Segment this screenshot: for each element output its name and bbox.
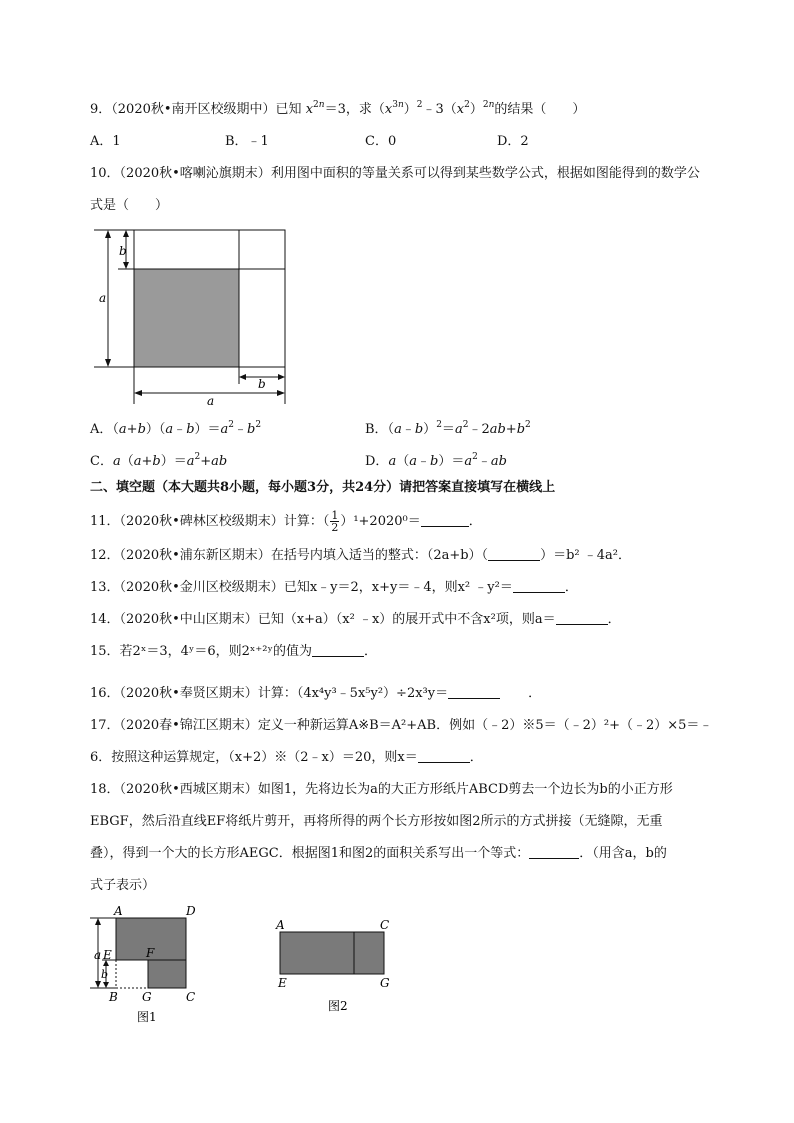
question-17: 17．（2020春•锦江区期末）定义一种新运算A※B＝A²+AB．例如（﹣2）※5＝（﹣2）²+（﹣2）×5＝﹣	[90, 718, 713, 733]
fig1-label-g-point: G	[142, 990, 152, 1004]
q10-label-b-right: b	[258, 377, 266, 391]
question-10-cont: 式是（ ）	[90, 198, 169, 213]
q9-choice-b[interactable]: B．﹣1	[225, 134, 269, 149]
fig1-label-b-point: B	[109, 990, 118, 1004]
q14-answer-blank[interactable]	[556, 611, 608, 625]
q13-answer-blank[interactable]	[513, 579, 565, 593]
question-12: 12．（2020秋•浦东新区期末）在括号内填入适当的整式：（2a+b）（ ）＝b² ﹣4a²．	[90, 548, 631, 563]
question-13: 13．（2020秋•金川区校级期末）已知x﹣y＝2，x+y＝﹣4，则x² ﹣y²＝ ．	[90, 580, 578, 595]
q15-answer-blank[interactable]	[312, 643, 364, 657]
question-18-line4: 式子表示）	[90, 878, 156, 893]
fig2-label-g-point: G	[380, 976, 390, 990]
q17-answer-blank[interactable]	[418, 749, 470, 763]
question-18-line3: 叠），得到一个大的长方形AEGC．根据图1和图2的面积关系写出一个等式： ．（用含a，b的	[90, 846, 667, 861]
q10-choice-c[interactable]: C．$a(a+b)=a^2+ab$	[90, 452, 228, 469]
fig1-label-c-point: C	[186, 990, 196, 1004]
fig1-label-a-length: a	[94, 948, 102, 962]
q9-choice-c[interactable]: C．0	[365, 134, 397, 149]
q10-shaded-square	[134, 269, 239, 367]
q9-source: （2020秋•南开区校级期中）	[111, 102, 276, 117]
q18-figure-1	[88, 902, 218, 1032]
q9-choice-a[interactable]: A．1	[90, 134, 121, 149]
q18-answer-blank[interactable]	[529, 845, 579, 859]
fig2-label-c-point: C	[380, 918, 390, 932]
question-18: 18．（2020秋•西城区期末）如图1，先将边长为a的大正方形纸片ABCD剪去一个边长为b的小正方形	[90, 782, 673, 797]
fig2-label-a-point: A	[276, 918, 285, 932]
fig1-label-a-point: A	[114, 904, 123, 918]
q12-answer-blank[interactable]	[488, 547, 540, 561]
fig1-label-f-point: F	[146, 946, 155, 960]
question-15: 15．若2ˣ＝3，4ʸ＝6，则2ˣ⁺²ʸ的值为 ．	[90, 644, 378, 659]
fig1-label-b-length: b	[101, 968, 109, 981]
q10-figure	[90, 222, 390, 412]
question-17-cont: 6．按照这种运算规定，（x+2）※（2﹣x）＝20，则x＝ ．	[90, 750, 483, 765]
q11-fraction: $\frac{1}{2}$	[331, 509, 339, 534]
q9-choice-d[interactable]: D．2	[497, 134, 529, 149]
section-2-title: 二、填空题（本大题共8小题，每小题3分，共24分）请把答案直接填写在横线上	[90, 480, 556, 495]
fig2-caption: 图2	[328, 999, 348, 1013]
fig1-label-d-point: D	[186, 904, 196, 918]
q18-figure-2	[272, 912, 402, 1022]
q10-label-a-left: a	[99, 291, 107, 305]
question-16: 16．（2020秋•奉贤区期末）计算：（4x⁴y³﹣5x⁵y²）÷2x³y＝ ．	[90, 686, 542, 701]
q10-label-b-top: b	[119, 244, 127, 258]
question-11: 11．（2020秋•碑林区校级期末）计算：（ $\frac{1}{2}$ ）¹+2020⁰＝ ．	[90, 509, 482, 534]
q10-choice-b[interactable]: B．$(a﹣b)^2=a^2﹣2ab+b^2$	[365, 420, 531, 437]
q10-choice-d[interactable]: D．$a(a﹣b)=a^2﹣ab$	[365, 452, 507, 469]
q9-number: 9．	[90, 102, 112, 117]
q11-answer-blank[interactable]	[421, 513, 469, 527]
q10-label-a-bottom: a	[207, 394, 215, 408]
q10-choice-a[interactable]: A．$(a+b)(a﹣b)=a^2﹣b^2$	[90, 420, 262, 437]
fig1-label-e-point: E	[103, 948, 112, 962]
question-18-line2: EBGF，然后沿直线EF将纸片剪开，再将所得的两个长方形按如图2所示的方式拼接（无缝隙，无重	[90, 814, 663, 829]
fig1-caption: 图1	[137, 1010, 157, 1024]
question-14: 14．（2020秋•中山区期末）已知（x+a）（x² ﹣x）的展开式中不含x²项，则a＝ ．	[90, 612, 621, 627]
question-9: 9．（2020秋•南开区校级期中）已知 $x^{2n}=3$，求$(x^{3n})^2﹣3(x^2)^{2n}$的结果（ ）	[90, 100, 586, 117]
fig2-label-e-point: E	[278, 976, 287, 990]
q16-answer-blank[interactable]	[448, 685, 500, 699]
question-10: 10．（2020秋•喀喇沁旗期末）利用图中面积的等量关系可以得到某些数学公式，根据如图能得到的数学公	[90, 166, 700, 181]
